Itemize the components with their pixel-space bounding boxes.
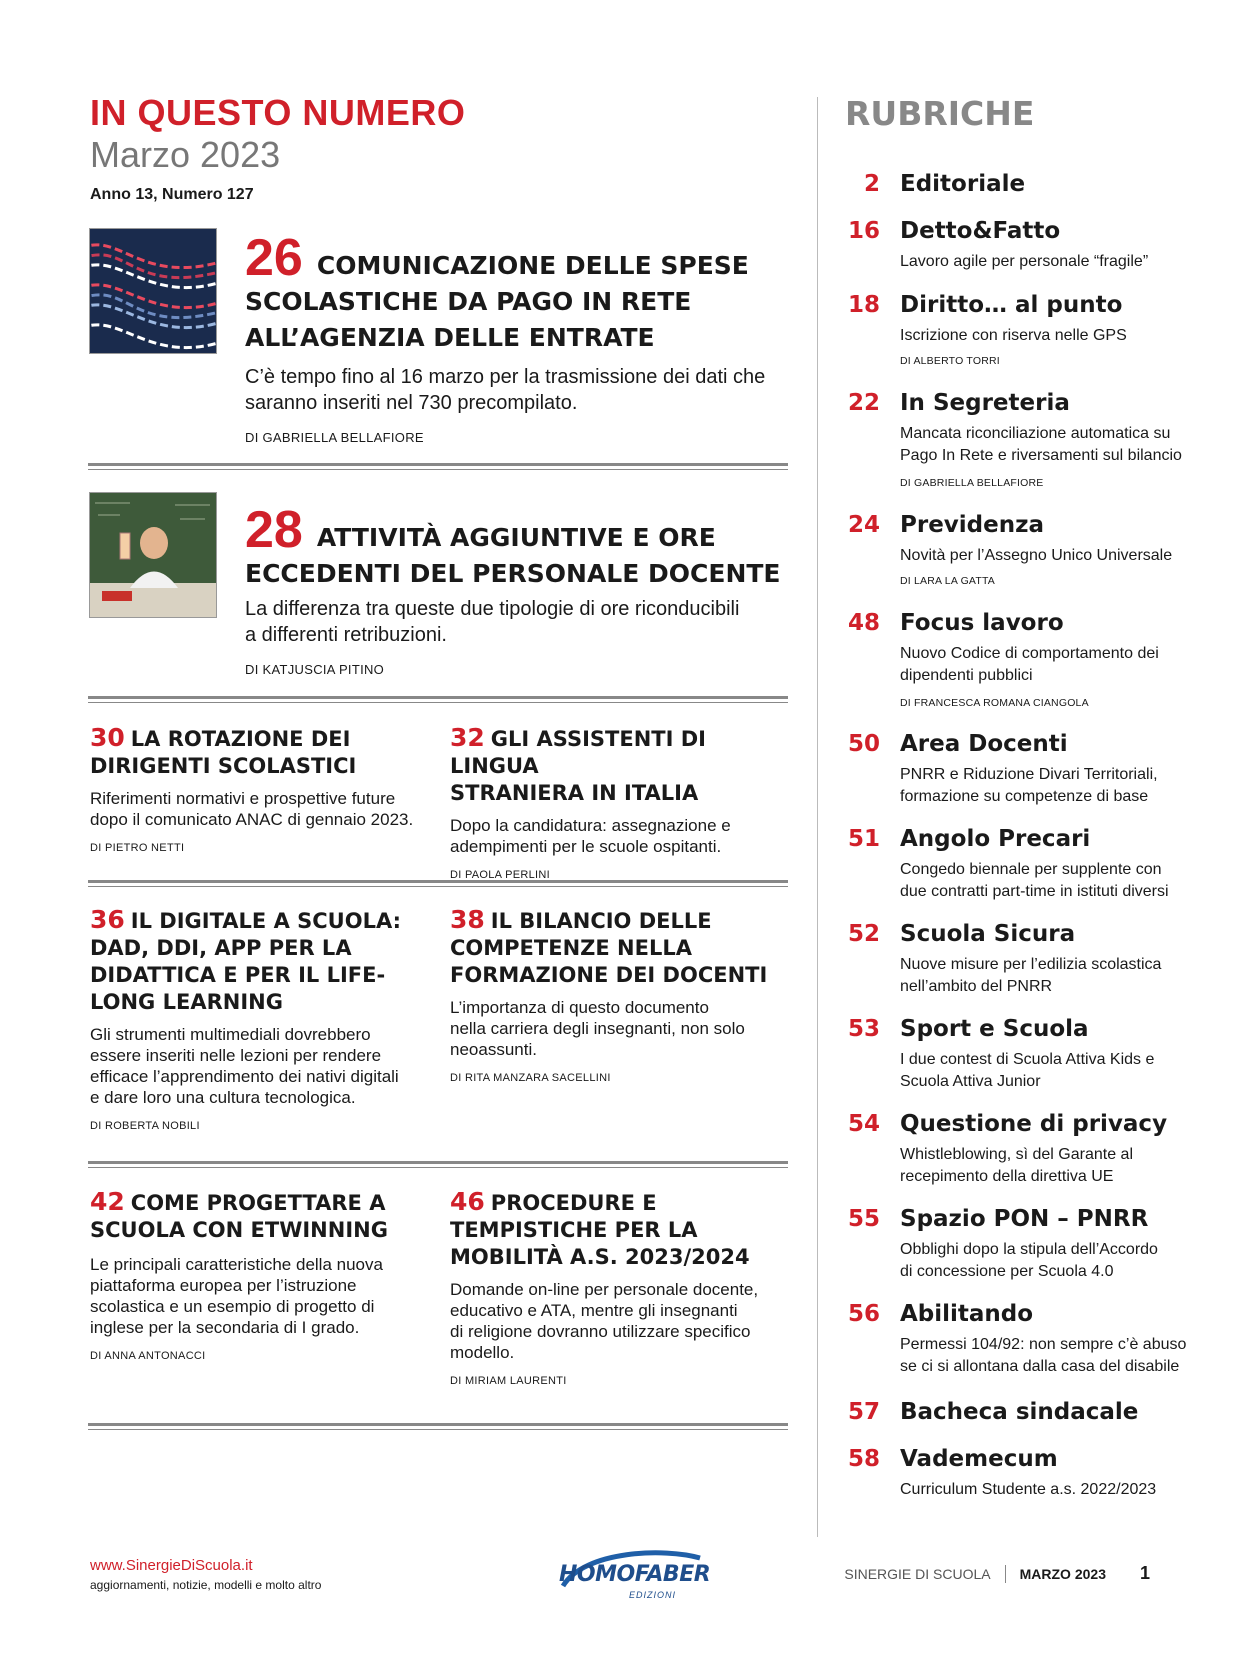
rubric-description: se ci si allontana dalla casa del disabile: [900, 1358, 1180, 1375]
article-byline: DI ANNA ANTONACCI: [90, 1350, 206, 1362]
article-description: L’importanza di questo documento: [450, 998, 709, 1017]
rubric-description: Whistleblowing, sì del Garante al: [900, 1146, 1133, 1163]
rubric-description: dipendenti pubblici: [900, 667, 1033, 684]
rubric-title[interactable]: Questione di privacy: [900, 1111, 1168, 1137]
rubric-description: due contratti part-time in istituti diversi: [900, 883, 1169, 900]
rubric-page-number: 48: [847, 610, 880, 636]
article-card[interactable]: [90, 724, 420, 854]
feature-image-data-waves: [89, 228, 217, 354]
rubric-title[interactable]: Editoriale: [900, 171, 1026, 197]
rubric-page-number: 50: [847, 731, 880, 757]
article-description: modello.: [450, 1343, 515, 1362]
article-card[interactable]: [90, 906, 420, 1132]
publication-name: SINERGIE DI SCUOLA: [844, 1565, 991, 1582]
website-tagline: aggiornamenti, notizie, modelli e molto altro: [90, 1578, 322, 1592]
issue-number: Anno 13, Numero 127: [90, 186, 254, 203]
article-title-line: COMUNICAZIONE DELLE SPESE: [316, 251, 749, 280]
article-description: C’è tempo fino al 16 marzo per la trasmissione dei dati che: [245, 366, 766, 388]
page-number: 46: [450, 1187, 485, 1216]
article-description: saranno inseriti nel 730 precompilato.: [245, 392, 578, 414]
article-title-line: COMPETENZE NELLA: [450, 936, 692, 960]
rubric-description: Obblighi dopo la stipula dell’Accordo: [900, 1241, 1158, 1258]
article-description: Domande on-line per personale docente,: [450, 1280, 759, 1299]
article-description: scolastica e un esempio di progetto di: [90, 1297, 375, 1316]
rubric-title[interactable]: Diritto… al punto: [900, 292, 1123, 318]
article-description: piattaforma europea per l’istruzione: [90, 1276, 357, 1295]
rubric-description: formazione su competenze di base: [900, 788, 1149, 805]
article-byline: DI RITA MANZARA SACELLINI: [450, 1072, 611, 1084]
website-link[interactable]: www.SinergieDiScuola.it: [90, 1557, 253, 1574]
rubric-byline: DI ALBERTO TORRI: [900, 355, 1000, 367]
feature-article[interactable]: [245, 229, 795, 445]
rubric-description: Pago In Rete e riversamenti sul bilancio: [900, 447, 1182, 464]
page-number: 26: [245, 229, 303, 287]
article-title-line: ATTIVITÀ AGGIUNTIVE E ORE: [316, 523, 716, 552]
article-byline: DI ROBERTA NOBILI: [90, 1120, 200, 1132]
rubric-byline: DI LARA LA GATTA: [900, 575, 996, 587]
rubric-title[interactable]: Vademecum: [900, 1446, 1058, 1472]
article-description: adempimenti per le scuole ospitanti.: [450, 837, 722, 856]
footer-month: MARZO 2023: [1019, 1565, 1106, 1582]
rubric-title[interactable]: Bacheca sindacale: [900, 1399, 1139, 1425]
rubric-byline: DI GABRIELLA BELLAFIORE: [900, 477, 1044, 489]
article-title-line: FORMAZIONE DEI DOCENTI: [450, 963, 768, 987]
article-title-line: DIDATTICA E PER IL LIFE-: [90, 963, 386, 987]
logo-subtext: EDIZIONI: [629, 1590, 677, 1600]
rubric-page-number: 58: [847, 1446, 880, 1472]
rubric-title[interactable]: Sport e Scuola: [900, 1016, 1089, 1042]
article-description: neoassunti.: [450, 1040, 537, 1059]
article-title-line: LONG LEARNING: [90, 990, 283, 1014]
article-card[interactable]: [450, 906, 790, 1084]
article-description: dopo il comunicato ANAC di gennaio 2023.: [90, 810, 414, 829]
page-number: 30: [90, 723, 125, 752]
article-description: essere inseriti nelle lezioni per rendere: [90, 1046, 382, 1065]
rubric-title[interactable]: Focus lavoro: [900, 610, 1064, 636]
footer-separator: [1005, 1565, 1006, 1583]
rubric-description: Lavoro agile per personale “fragile”: [900, 253, 1149, 270]
section-title: IN QUESTO NUMERO: [90, 92, 466, 133]
rubric-page-number: 56: [847, 1301, 880, 1327]
rubric-page-number: 22: [847, 390, 880, 416]
rubric-page-number: 18: [847, 292, 880, 318]
article-title-line: PROCEDURE E: [490, 1191, 657, 1215]
article-title-line: IL BILANCIO DELLE: [490, 909, 712, 933]
divider: [88, 696, 788, 703]
rubric-description: Novità per l’Assegno Unico Universale: [900, 547, 1173, 564]
article-description: nella carriera degli insegnanti, non solo: [450, 1019, 745, 1038]
rubric-title[interactable]: Abilitando: [900, 1301, 1034, 1327]
article-title-line: MOBILITÀ A.S. 2023/2024: [450, 1245, 750, 1269]
page-number: 28: [245, 501, 303, 559]
rubric-description: Iscrizione con riserva nelle GPS: [900, 327, 1127, 344]
feature-article[interactable]: [245, 501, 795, 677]
article-card[interactable]: [450, 1188, 790, 1387]
article-description: e dare loro una cultura tecnologica.: [90, 1088, 356, 1107]
rubric-title[interactable]: Previdenza: [900, 512, 1045, 538]
rubric-description: Congedo biennale per supplente con: [900, 861, 1162, 878]
page-number: 36: [90, 905, 125, 934]
article-title-line: ALL’AGENZIA DELLE ENTRATE: [245, 323, 655, 352]
article-description: inglese per la secondaria di I grado.: [90, 1318, 360, 1337]
rubric-byline: DI FRANCESCA ROMANA CIANGOLA: [900, 697, 1089, 709]
divider: [88, 880, 788, 887]
article-title-line: TEMPISTICHE PER LA: [450, 1218, 698, 1242]
article-card[interactable]: [90, 1188, 420, 1362]
article-title-line: SCOLASTICHE DA PAGO IN RETE: [245, 287, 692, 316]
rubric-page-number: 16: [847, 218, 880, 244]
article-title-line: SCUOLA CON ETWINNING: [90, 1218, 388, 1242]
issue-month: Marzo 2023: [90, 134, 281, 175]
page-footer: [844, 1563, 1150, 1584]
rubric-title[interactable]: Scuola Sicura: [900, 921, 1076, 947]
divider: [88, 1161, 788, 1168]
rubric-title[interactable]: In Segreteria: [900, 390, 1070, 416]
article-byline: DI PIETRO NETTI: [90, 842, 185, 854]
rubric-page-number: 55: [847, 1206, 880, 1232]
rubric-description: nell’ambito del PNRR: [900, 978, 1053, 995]
rubric-title[interactable]: Angolo Precari: [900, 826, 1091, 852]
logo-text: HOMOFABER: [559, 1562, 711, 1587]
rubric-description: Permessi 104/92: non sempre c’è abuso: [900, 1336, 1187, 1353]
rubric-page-number: 52: [847, 921, 880, 947]
page-number: 42: [90, 1187, 125, 1216]
article-title-line: IL DIGITALE A SCUOLA:: [130, 909, 402, 933]
rubric-page-number: 51: [847, 826, 880, 852]
divider: [88, 1423, 788, 1430]
article-card[interactable]: [450, 724, 790, 881]
divider: [88, 463, 788, 470]
rubriche-heading: RUBRICHE: [845, 94, 1035, 133]
article-description: educativo e ATA, mentre gli insegnanti: [450, 1301, 738, 1320]
rubric-description: Nuove misure per l’edilizia scolastica: [900, 956, 1162, 973]
rubric-description: Curriculum Studente a.s. 2022/2023: [900, 1481, 1157, 1498]
article-title-line: GLI ASSISTENTI DI LINGUA: [450, 727, 706, 778]
article-description: Dopo la candidatura: assegnazione e: [450, 816, 731, 835]
rubric-description: PNRR e Riduzione Divari Territoriali,: [900, 766, 1158, 783]
column-divider: [817, 97, 818, 1537]
article-description: La differenza tra queste due tipologie di ore riconducibili: [245, 598, 740, 620]
rubric-page-number: 2: [863, 171, 880, 197]
feature-image-teacher: [89, 492, 217, 618]
article-title-line: ECCEDENTI DEL PERSONALE DOCENTE: [245, 559, 781, 588]
article-description: di religione dovranno utilizzare specifico: [450, 1322, 751, 1341]
rubric-page-number: 57: [847, 1399, 880, 1425]
rubric-title[interactable]: Area Docenti: [900, 731, 1068, 757]
article-title-line: LA ROTAZIONE DEI: [130, 727, 351, 751]
article-description: efficace l’apprendimento dei nativi digitali: [90, 1067, 399, 1086]
article-byline: DI PAOLA PERLINI: [450, 869, 550, 881]
footer-page-number: 1: [1139, 1563, 1150, 1583]
article-title-line: COME PROGETTARE A: [130, 1191, 386, 1215]
rubric-page-number: 53: [847, 1016, 880, 1042]
article-description: a differenti retribuzioni.: [245, 624, 447, 646]
article-byline: DI KATJUSCIA PITINO: [245, 662, 385, 677]
article-description: Gli strumenti multimediali dovrebbero: [90, 1025, 371, 1044]
rubric-title[interactable]: Spazio PON – PNRR: [900, 1206, 1149, 1232]
article-byline: DI GABRIELLA BELLAFIORE: [245, 430, 424, 445]
rubric-description: Scuola Attiva Junior: [900, 1073, 1041, 1090]
rubric-description: Nuovo Codice di comportamento dei: [900, 645, 1159, 662]
rubric-description: di concessione per Scuola 4.0: [900, 1263, 1114, 1280]
rubric-page-number: 54: [847, 1111, 880, 1137]
article-title-line: DIRIGENTI SCOLASTICI: [90, 754, 357, 778]
article-byline: DI MIRIAM LAURENTI: [450, 1375, 567, 1387]
rubric-description: I due contest di Scuola Attiva Kids e: [900, 1051, 1155, 1068]
rubric-description: Mancata riconciliazione automatica su: [900, 425, 1171, 442]
article-description: Riferimenti normativi e prospettive future: [90, 789, 396, 808]
page-number: 32: [450, 723, 485, 752]
article-title-line: DAD, DDI, APP PER LA: [90, 936, 352, 960]
rubric-description: recepimento della direttiva UE: [900, 1168, 1114, 1185]
article-title-line: STRANIERA IN ITALIA: [450, 781, 699, 805]
rubric-page-number: 24: [847, 512, 880, 538]
publisher-logo: [555, 1548, 711, 1608]
rubric-title[interactable]: Detto&Fatto: [900, 218, 1061, 244]
page-number: 38: [450, 905, 485, 934]
article-description: Le principali caratteristiche della nuova: [90, 1255, 383, 1274]
